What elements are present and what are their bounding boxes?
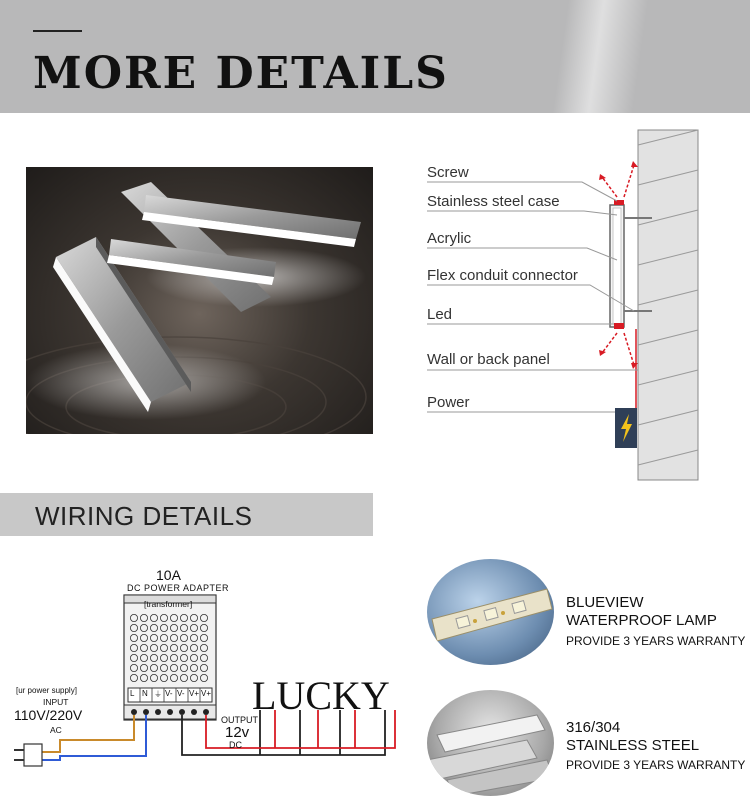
output-type: DC	[229, 740, 242, 750]
stainless-steel-thumbnail	[427, 690, 554, 796]
label-stainless-steel-case: Stainless steel case	[427, 193, 560, 210]
output-label: OUTPUT	[221, 715, 258, 725]
terminal-3: ⏚	[154, 690, 162, 699]
label-power: Power	[427, 394, 470, 411]
led-strip-thumbnail	[427, 559, 554, 665]
terminal-2: N	[142, 689, 148, 698]
adapter-name: DC POWER ADAPTER	[127, 583, 230, 593]
terminal-4: V-	[165, 689, 173, 698]
section-title-wiring: WIRING DETAILS	[35, 501, 253, 531]
terminal-5: V-	[177, 689, 185, 698]
label-flex-conduit-connector: Flex conduit connector	[427, 267, 578, 284]
adapter-rating: 10A	[156, 567, 181, 583]
terminal-1: L	[130, 689, 135, 698]
output-voltage: 12v	[225, 724, 250, 741]
feature-1-line2: WATERPROOF LAMP	[566, 612, 717, 629]
illuminated-letter-photo	[26, 167, 373, 434]
header-rule	[33, 30, 82, 32]
terminal-6: V+	[189, 689, 200, 698]
label-screw: Screw	[427, 164, 469, 181]
feature-1-line1: BLUEVIEW	[566, 594, 644, 611]
input-voltage: 110V/220V	[14, 707, 83, 723]
sign-lettering: LUCKY	[252, 673, 390, 718]
page-title: MORE DETAILS	[33, 48, 449, 99]
adapter-subtitle: [transformer]	[144, 599, 193, 609]
terminal-7: V+	[201, 689, 212, 698]
label-acrylic: Acrylic	[427, 230, 472, 247]
input-type: AC	[50, 725, 62, 735]
feature-2-line3: PROVIDE 3 YEARS WARRANTY	[566, 758, 746, 772]
input-note: [ur power supply]	[16, 686, 77, 695]
label-wall-or-back-panel: Wall or back panel	[427, 351, 550, 368]
feature-2-line2: STAINLESS STEEL	[566, 737, 700, 754]
feature-1-line3: PROVIDE 3 YEARS WARRANTY	[566, 634, 746, 648]
label-led: Led	[427, 306, 453, 323]
input-label: INPUT	[43, 697, 69, 707]
feature-2-line1: 316/304	[566, 719, 621, 736]
